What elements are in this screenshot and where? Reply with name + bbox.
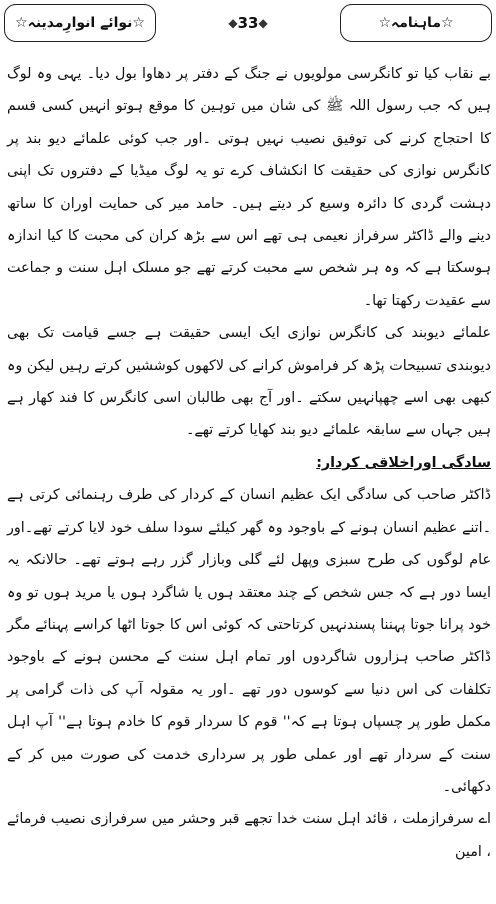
paragraph: بے نقاب کیا تو کانگرسی مولویوں نے جنگ کے دفتر پر دھاوا بول دیا۔ یہی وہ لوگ ہیں کہ جب رسول اللہ ﷺ کی شان میں توہین کا موقع ہوتو انہیں کسی قسم کا احتجاج کرنے کی توفیق نصیب نہیں ہوتی ۔اور جب کوئی علمائے دیو بند پر کانگرس نوازی کی حقیقت کا انکشاف کرے تو یہ لوگ میڈیا کے دفتروں تک اپنی دہشت گردی کا دائرہ وسیع کر دیتے ہیں۔ حامد میر کی حمایت اوران کا ساتھ دینے والے ڈاکٹر سرفراز نعیمی ہی تھے اس سے بڑھ کران کی محبت کا کیا اندازہ ہوسکتا ہے کہ وہ ہر شخص سے محبت کرتے تھے جو مسلک اہل سنت و جماعت سے عقیدت رکھتا تھا۔ [7,66,491,309]
star-icon: ☆ [378,15,392,31]
magazine-name-box [4,4,156,42]
paragraph: اے سرفرازملت ، قائد اہل سنت خدا تجھے قبر وحشر میں سرفرازی نصیب فرمائے ، امین [7,811,491,860]
publication-type: ماہنامہ [391,15,441,31]
page-number-box [217,6,279,40]
paragraph: علمائے دیوبند کی کانگرس نوازی ایک ایسی حقیقت ہے جسے قیامت تک بھی دیوبندی تسبیحات پڑھ کر فراموش کرانے کی لاکھوں کوششیں کرتے رہیں لیکن وہ کبھی بھی اسے چھپانہیں سکتے ۔اور آج بھی طالبان اسی کانگرس کا فند کھار ہے ہیں جہاں سے سابقہ علمائے دیو بند کھایا کرتے تھے۔ [7,325,491,439]
star-icon: ☆ [132,15,145,31]
section-heading: سادگی اوراخلاقی کردار: [316,454,491,471]
star-icon: ☆ [441,15,454,31]
paragraph: ڈاکٹر صاحب کی سادگی ایک عظیم انسان کے کردار کی طرف رہنمائی کرتی ہے ۔اتنے عظیم انسان ہونے کے باوجود وہ گھر کیلئے سودا سلف خود لایا کرتے تھے۔اور عام لوگوں کی طرح سبزی وپھل لئے گلی وبازار گزر رہے ہوتے تھے۔ حالانکہ یہ ایسا دور ہے کہ جس شخص کے چند معتقد ہوں یا شاگرد ہوں یا مرید ہوں تو وہ خود پرانا جوتا پہننا پسندنہیں کرتاحتی کہ کوئی اس کا جوتا اٹھا کراسے پہنائے مگر ڈاکٹر صاحب ہزاروں شاگردوں اور تمام اہل سنت کے محسن ہونے کے باوجود تکلفات کی اس دنیا سے کوسوں دور تھے ۔اور یہ مقولہ آپ کی ذات گرامی پر مکمل طور پر چسپاں ہوتا ہے کہ'' قوم کا سردار قوم کا خادم ہوتا ہے'' آپ اہل سنت کے سردار تھے اور عملی طور پر سرداری خدمت کی صورت میں کر کے دکھائی۔ [7,487,491,795]
star-icon: ☆ [15,15,28,31]
page-header [0,0,496,50]
diamond-icon: ◆ [228,16,238,30]
publication-type-box [340,4,492,42]
article-body [7,58,491,868]
magazine-name: نوائے انوارِمدینہ [27,15,133,31]
page-number: 33 [237,14,259,32]
diamond-icon: ◆ [258,16,268,30]
